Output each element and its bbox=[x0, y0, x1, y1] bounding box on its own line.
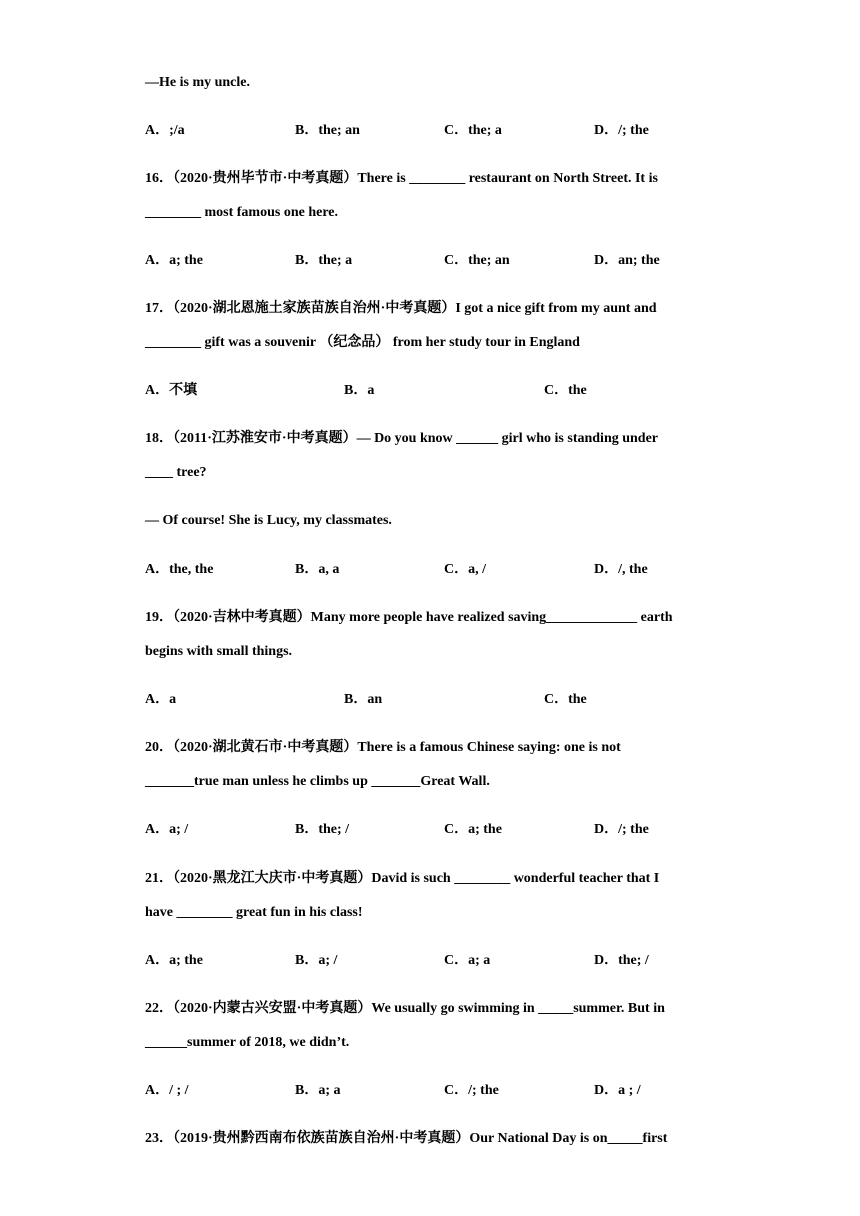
option-c: C．a, / bbox=[444, 562, 486, 577]
option-c: C．the bbox=[544, 383, 587, 398]
option-a: A．不填 bbox=[145, 383, 198, 398]
question-17-line-1: 17．（2020·湖北恩施土家族苗族自治州·中考真题）I got a nice gift from my aunt and bbox=[145, 301, 657, 316]
option-b: B．the; an bbox=[295, 123, 360, 138]
question-22-line-2: ______summer of 2018, we didn’t. bbox=[145, 1035, 350, 1050]
option-d: D．/, the bbox=[594, 562, 648, 577]
option-b: B．an bbox=[344, 692, 383, 707]
option-b: B．a; a bbox=[295, 1083, 341, 1098]
option-d: D．an; the bbox=[594, 253, 660, 268]
question-21-line-2: have ________ great fun in his class! bbox=[145, 905, 363, 920]
option-a: A．a; / bbox=[145, 822, 189, 837]
option-b: B．a, a bbox=[295, 562, 340, 577]
question-22-options bbox=[145, 1081, 745, 1101]
question-18-line-1: 18．（2011·江苏淮安市·中考真题）— Do you know ______ girl who is standing under bbox=[145, 431, 659, 446]
question-16-line-1: 16．（2020·贵州毕节市·中考真题）There is ________ restaurant on North Street. It is bbox=[145, 171, 658, 186]
question-16-line-2: ________ most famous one here. bbox=[145, 205, 339, 220]
answer-line: —He is my uncle. bbox=[145, 75, 250, 90]
option-b: B．a; / bbox=[295, 953, 338, 968]
question-19-line-2: begins with small things. bbox=[145, 644, 293, 659]
option-d: D．/; the bbox=[594, 822, 649, 837]
question-18-options bbox=[145, 560, 745, 580]
option-a: A．a; the bbox=[145, 953, 203, 968]
option-b: B．the; / bbox=[295, 822, 350, 837]
option-d: D．a ; / bbox=[594, 1083, 641, 1098]
question-18-line-3: — Of course! She is Lucy, my classmates. bbox=[145, 513, 392, 528]
question-17-options bbox=[145, 381, 745, 401]
option-b: B．a bbox=[344, 383, 375, 398]
option-c: C．the; a bbox=[444, 123, 502, 138]
question-20-options bbox=[145, 820, 745, 840]
option-a: A．a bbox=[145, 692, 177, 707]
question-16-options bbox=[145, 251, 745, 271]
question-21-options bbox=[145, 951, 745, 971]
option-a: A．;/a bbox=[145, 123, 185, 138]
question-17-line-2: ________ gift was a souvenir （纪念品） from her study tour in England bbox=[145, 335, 580, 350]
question-23-line-1: 23．（2019·贵州黔西南布依族苗族自治州·中考真题）Our National Day is on_____first bbox=[145, 1131, 668, 1146]
option-c: C．the; an bbox=[444, 253, 510, 268]
option-a: A．/ ; / bbox=[145, 1083, 189, 1098]
option-b: B．the; a bbox=[295, 253, 353, 268]
option-c: C．a; the bbox=[444, 822, 502, 837]
question-20-line-1: 20．（2020·湖北黄石市·中考真题）There is a famous Chinese saying: one is not bbox=[145, 740, 621, 755]
question-18-line-2: ____ tree? bbox=[145, 465, 207, 480]
option-a: A．the, the bbox=[145, 562, 214, 577]
question-21-line-1: 21．（2020·黑龙江大庆市·中考真题）David is such ________ wonderful teacher that I bbox=[145, 871, 660, 886]
option-d: D．/; the bbox=[594, 123, 649, 138]
option-c: C．the bbox=[544, 692, 587, 707]
question-19-line-1: 19．（2020·吉林中考真题）Many more people have realized saving_____________ earth bbox=[145, 610, 673, 625]
option-a: A．a; the bbox=[145, 253, 203, 268]
question-19-options bbox=[145, 690, 745, 710]
question-22-line-1: 22．（2020·内蒙古兴安盟·中考真题）We usually go swimming in _____summer. But in bbox=[145, 1001, 665, 1016]
option-c: C．a; a bbox=[444, 953, 491, 968]
option-d: D．the; / bbox=[594, 953, 649, 968]
option-c: C．/; the bbox=[444, 1083, 499, 1098]
question-20-line-2: _______true man unless he climbs up _______Great Wall. bbox=[145, 774, 490, 789]
q15-options bbox=[145, 121, 745, 141]
